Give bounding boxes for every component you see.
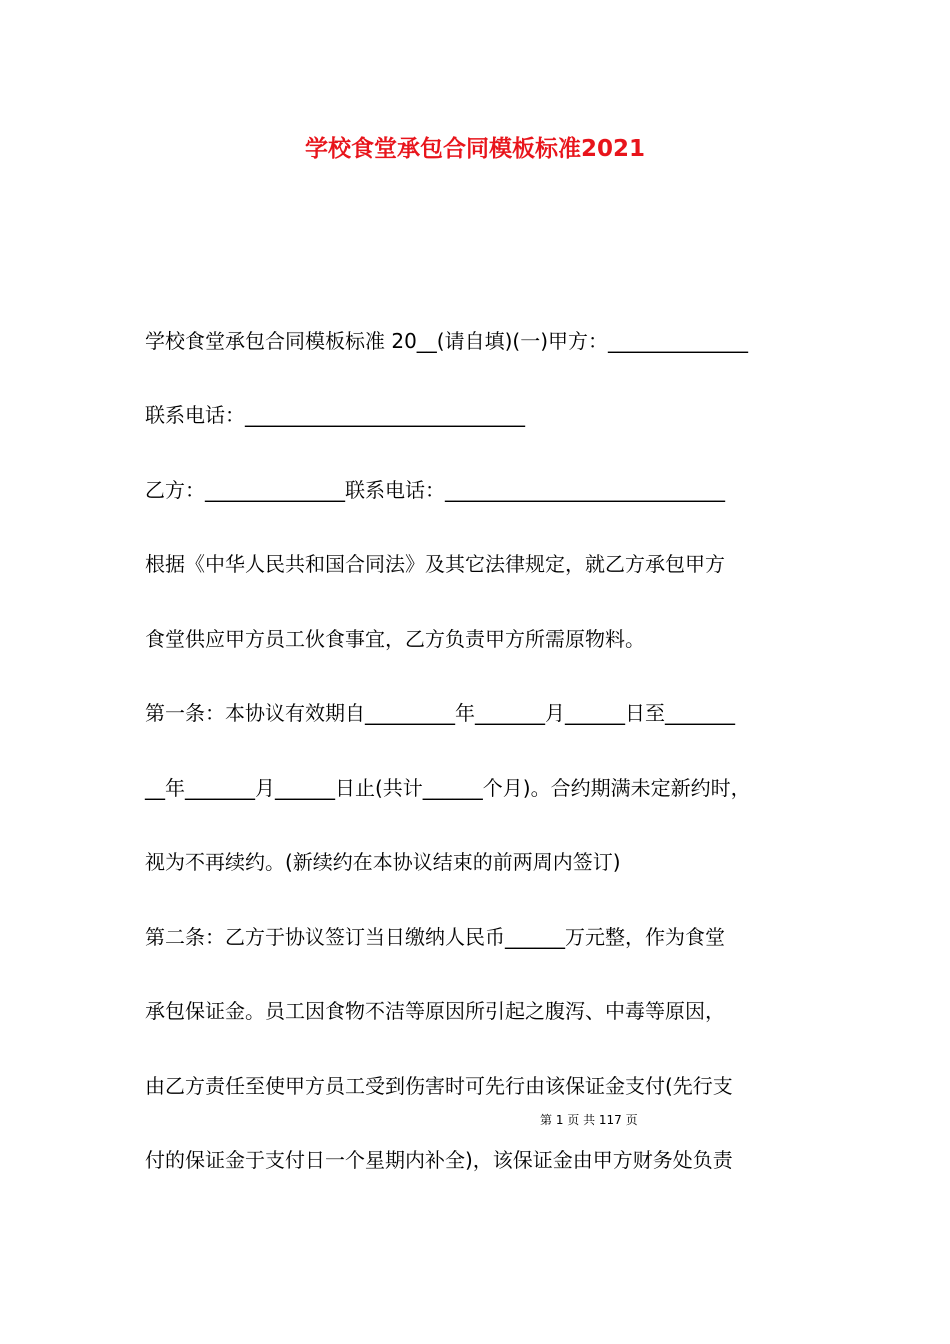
paragraph-line: 由乙方责任至使甲方员工受到伤害时可先行由该保证金支付(先行支 — [145, 1074, 733, 1098]
paragraph-line: 食堂供应甲方员工伙食事宜，乙方负责甲方所需原物料。 — [145, 627, 645, 651]
document-title: 学校食堂承包合同模板标准2021 — [304, 136, 645, 162]
paragraph-line: __年_______月______日止(共计______个月)。合约期满未定新约时， — [145, 776, 751, 800]
page-number: 第 1 页 共 117 页 — [540, 1113, 638, 1127]
paragraph-line-article-2: 第二条：乙方于协议签订当日缴纳人民币______万元整，作为食堂 — [145, 925, 725, 949]
paragraph-line: 根据《中华人民共和国合同法》及其它法律规定，就乙方承包甲方 — [145, 552, 725, 576]
paragraph-line-party-b: 乙方：______________联系电话：____________________________ — [145, 478, 725, 502]
paragraph-line: 付的保证金于支付日一个星期内补全)，该保证金由甲方财务处负责 — [145, 1148, 733, 1172]
paragraph-line: 视为不再续约。(新续约在本协议结束的前两周内签订) — [145, 850, 621, 874]
paragraph-line: 承包保证金。员工因食物不洁等原因所引起之腹泻、中毒等原因， — [145, 999, 725, 1023]
paragraph-line-contact-a: 联系电话：____________________________ — [145, 403, 525, 427]
paragraph-line-article-1: 第一条：本协议有效期自_________年_______月______日至_______ — [145, 701, 735, 725]
paragraph-line-party-a: 学校食堂承包合同模板标准 20__(请自填)(一)甲方：______________ — [145, 329, 749, 353]
